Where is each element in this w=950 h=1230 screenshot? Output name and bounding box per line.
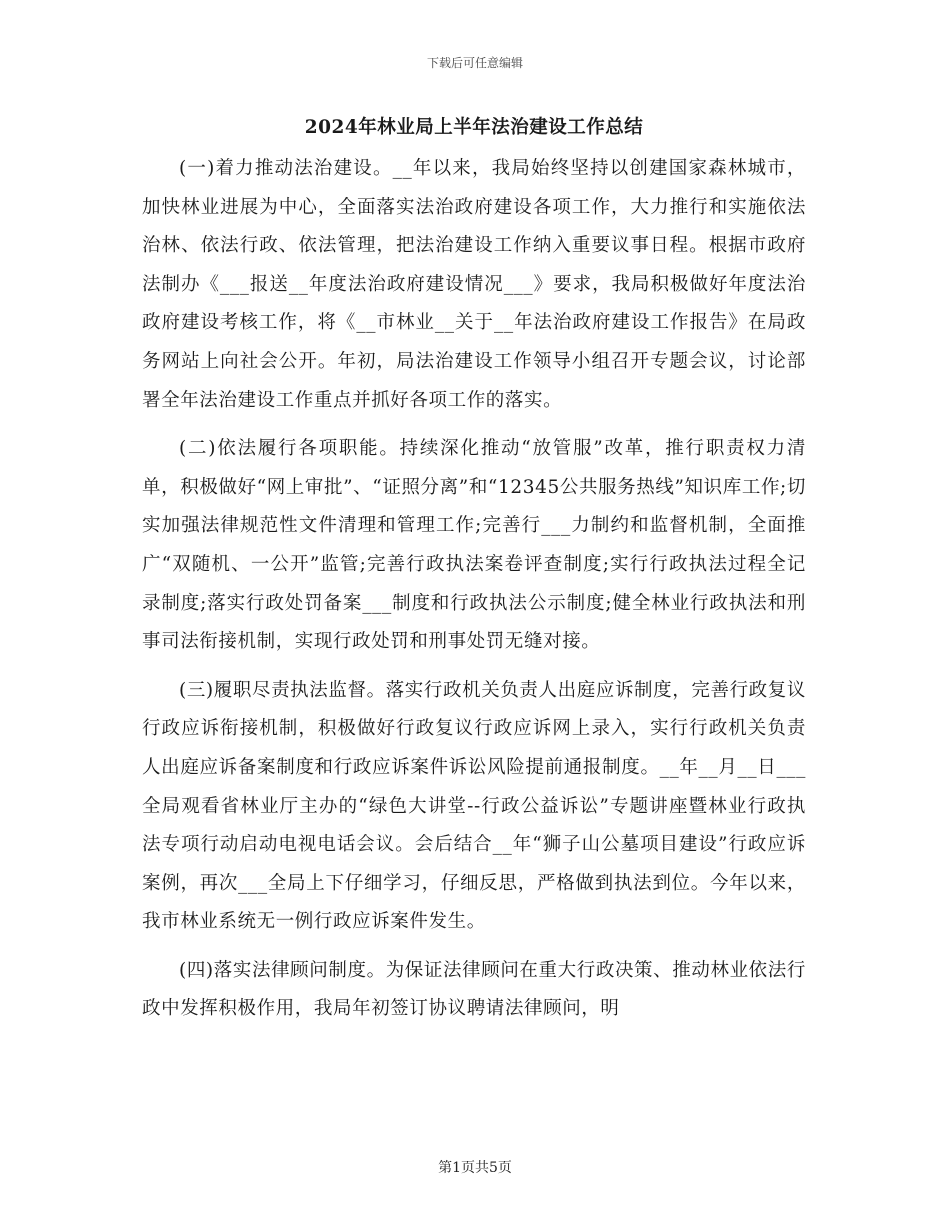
paragraph-3: (三)履职尽责执法监督。落实行政机关负责人出庭应诉制度，完善行政复议行政应诉衔接机制，积极做好行政复议行政应诉网上录入，实行行政机关负责人出庭应诉备案制度和行政应诉案件诉讼风险提前通报制度。__年__月__日___全局观看省林业厅主办的“绿色大讲堂--行政公益诉讼”专题讲座暨林业行政执法专项行动启动电视电话会议。会后结合__年“狮子山公墓项目建设”行政应诉案例，再次___全局上下仔细学习，仔细反思，严格做到执法到位。今年以来，我市林业系统无一例行政应诉案件发生。 xyxy=(142,679,806,933)
document-body xyxy=(142,110,806,1039)
document-title: 2024年林业局上半年法治建设工作总结 xyxy=(304,117,644,138)
paragraph-2: (二)依法履行各项职能。持续深化推动“放管服”改革，推行职责权力清单，积极做好“网上审批”、“证照分离”和“12345公共服务热线”知识库工作;切实加强法律规范性文件清理和管理工作;完善行___力制约和监督机制，全面推广“双随机、一公开”监管;完善行政执法案卷评查制度;实行行政执法过程全记录制度;落实行政处罚备案___制度和行政执法公示制度;健全林业行政执法和刑事司法衔接机制，实现行政处罚和刑事处罚无缝对接。 xyxy=(142,438,806,653)
paragraph-1: (一)着力推动法治建设。__年以来，我局始终坚持以创建国家森林城市，加快林业进展为中心，全面落实法治政府建设各项工作，大力推行和实施依法治林、依法行政、依法管理，把法治建设工作纳入重要议事日程。根据市政府法制办《___报送__年度法治政府建设情况___》要求，我局积极做好年度法治政府建设考核工作，将《__市林业__关于__年法治政府建设工作报告》在局政务网站上向社会公开。年初，局法治建设工作领导小组召开专题会议，讨论部署全年法治建设工作重点并抓好各项工作的落实。 xyxy=(142,158,806,411)
header-note: 下载后可任意编辑 xyxy=(426,56,523,70)
paragraph-4: (四)落实法律顾问制度。为保证法律顾问在重大行政决策、推动林业依法行政中发挥积极作用，我局年初签订协议聘请法律顾问，明 xyxy=(142,959,806,1020)
page-number: 第1页共5页 xyxy=(438,1160,512,1176)
